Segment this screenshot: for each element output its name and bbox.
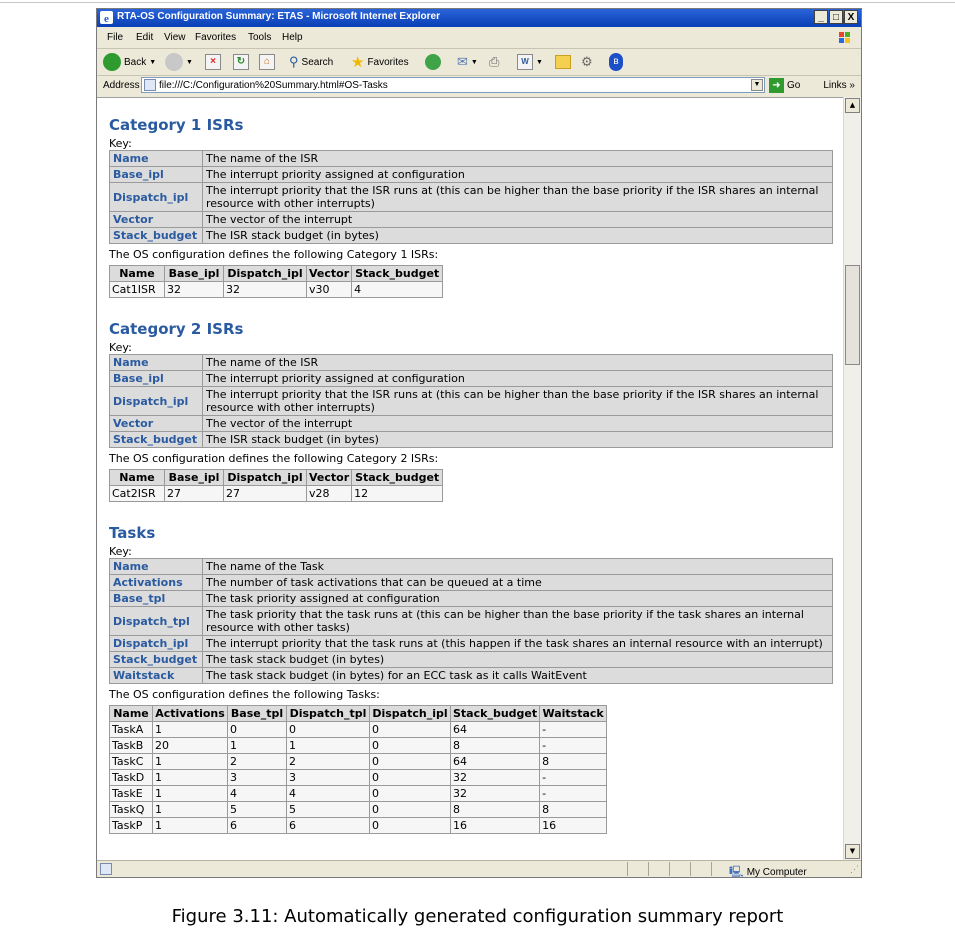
mail-button[interactable] (457, 53, 478, 71)
stop-button[interactable] (205, 53, 221, 71)
key-description: The interrupt priority that the ISR runs at (this can be higher than the base priority if the ISR shares an internal resource with other interrupts) (203, 183, 833, 212)
cat2-key-table (109, 354, 833, 448)
print-button[interactable] (489, 53, 499, 71)
key-term: Dispatch_ipl (110, 636, 203, 652)
menu-help[interactable]: Help (282, 32, 303, 43)
table-cell: TaskA (110, 722, 153, 738)
title-bar (97, 9, 861, 27)
key-description: The interrupt priority that the task runs at (this happen if the task shares an internal resource with an interrupt) (203, 636, 833, 652)
table-cell: 5 (287, 802, 370, 818)
table-cell: 20 (153, 738, 228, 754)
table-cell: 64 (451, 754, 540, 770)
key-term: Base_ipl (110, 167, 203, 183)
key-term: Name (110, 559, 203, 575)
table-cell: 27 (224, 486, 307, 502)
status-pane (627, 862, 648, 876)
page-content (97, 97, 843, 861)
key-description: The interrupt priority assigned at configuration (203, 371, 833, 387)
table-cell: 2 (228, 754, 287, 770)
table-cell: 0 (370, 786, 451, 802)
menu-edit[interactable]: Edit (136, 32, 154, 43)
folder-icon (555, 55, 571, 69)
edit-button[interactable] (517, 53, 543, 71)
favorites-button[interactable] (351, 53, 409, 71)
table-cell: v28 (307, 486, 352, 502)
key-row (110, 355, 833, 371)
star-icon: ★ (351, 54, 365, 71)
table-cell: - (540, 722, 607, 738)
toolbar (97, 49, 861, 76)
menu-bar (97, 28, 861, 49)
security-zone (729, 863, 807, 878)
favorites-label: Favorites (367, 56, 409, 68)
column-header: Activations (153, 706, 228, 722)
key-term: Name (110, 151, 203, 167)
menu-favorites[interactable]: Favorites (195, 32, 237, 43)
table-row (110, 722, 607, 738)
forward-button[interactable] (165, 53, 193, 71)
figure-caption: Figure 3.11: Automatically generated configuration summary report (171, 906, 784, 927)
key-row (110, 559, 833, 575)
key-description: The ISR stack budget (in bytes) (203, 228, 833, 244)
table-cell: 2 (287, 754, 370, 770)
zone-label: My Computer (746, 867, 807, 878)
table-row (110, 770, 607, 786)
key-row (110, 167, 833, 183)
table-cell: 8 (451, 802, 540, 818)
table-cell: 64 (451, 722, 540, 738)
print-icon: ⎙ (489, 54, 500, 69)
computer-icon: 🖳 (729, 866, 744, 878)
forward-dropdown-icon: ▼ (186, 58, 193, 66)
scroll-thumb[interactable] (845, 265, 860, 365)
cat1-title: Category 1 ISRs (109, 116, 244, 134)
stop-icon: × (205, 54, 221, 70)
refresh-icon: ↻ (233, 54, 249, 70)
column-header: Vector (307, 470, 352, 486)
table-cell: TaskB (110, 738, 153, 754)
back-button[interactable] (103, 53, 156, 71)
cat2-section (109, 320, 839, 502)
column-header: Name (110, 266, 165, 282)
address-bar (97, 76, 861, 96)
vertical-scrollbar[interactable] (843, 97, 861, 860)
history-button[interactable] (425, 53, 441, 71)
table-cell: - (540, 770, 607, 786)
folder-button[interactable] (555, 53, 571, 71)
table-cell: 0 (370, 738, 451, 754)
table-cell: 0 (370, 722, 451, 738)
key-description: The name of the ISR (203, 151, 833, 167)
status-pane (669, 862, 690, 876)
bluetooth-icon: ʙ (609, 53, 623, 71)
key-term: Activations (110, 575, 203, 591)
minimize-button[interactable]: _ (814, 10, 828, 24)
table-cell: 32 (224, 282, 307, 298)
column-header: Waitstack (540, 706, 607, 722)
table-cell: 0 (287, 722, 370, 738)
column-header: Dispatch_ipl (224, 470, 307, 486)
key-row (110, 591, 833, 607)
key-term: Stack_budget (110, 652, 203, 668)
table-cell: 0 (370, 770, 451, 786)
key-row (110, 212, 833, 228)
key-term: Vector (110, 416, 203, 432)
column-header: Base_ipl (165, 266, 224, 282)
table-cell: TaskD (110, 770, 153, 786)
key-term: Dispatch_tpl (110, 607, 203, 636)
table-cell: 12 (352, 486, 443, 502)
column-header: Base_tpl (228, 706, 287, 722)
table-row (110, 818, 607, 834)
maximize-button[interactable]: □ (829, 10, 843, 24)
menu-view[interactable]: View (164, 32, 186, 43)
table-cell: Cat1ISR (110, 282, 165, 298)
search-icon: ⚲ (289, 54, 299, 69)
table-cell: 3 (228, 770, 287, 786)
cat2-title: Category 2 ISRs (109, 320, 244, 338)
table-cell: 1 (153, 802, 228, 818)
ie-logo-icon (100, 11, 113, 24)
key-description: The ISR stack budget (in bytes) (203, 432, 833, 448)
column-header: Vector (307, 266, 352, 282)
key-term: Waitstack (110, 668, 203, 684)
key-description: The interrupt priority assigned at configuration (203, 167, 833, 183)
table-cell: 16 (540, 818, 607, 834)
scroll-up-icon[interactable]: ▲ (845, 98, 860, 113)
key-row (110, 575, 833, 591)
table-row (110, 802, 607, 818)
table-row (110, 754, 607, 770)
key-description: The task stack budget (in bytes) (203, 652, 833, 668)
table-cell: 0 (370, 802, 451, 818)
table-cell: 0 (228, 722, 287, 738)
page-top-rule (0, 2, 955, 3)
key-row (110, 607, 833, 636)
tasks-title: Tasks (109, 524, 156, 542)
table-cell: Cat2ISR (110, 486, 165, 502)
table-cell: 1 (287, 738, 370, 754)
column-header: Stack_budget (451, 706, 540, 722)
messenger-button[interactable] (581, 53, 593, 71)
table-cell: 1 (153, 754, 228, 770)
go-arrow-icon: ➜ (769, 78, 784, 93)
column-header: Stack_budget (352, 470, 443, 486)
table-cell: 8 (451, 738, 540, 754)
address-url: file:///C:/Configuration%20Summary.html#OS-Tasks (159, 80, 388, 91)
back-label: Back (124, 56, 147, 68)
key-row (110, 636, 833, 652)
status-pane (690, 862, 711, 876)
key-row (110, 387, 833, 416)
column-header: Dispatch_ipl (224, 266, 307, 282)
back-arrow-icon (103, 53, 121, 71)
go-label: Go (787, 80, 801, 91)
table-cell: TaskE (110, 786, 153, 802)
cat1-intro: The OS configuration defines the following Category 1 ISRs: (109, 248, 439, 261)
table-cell: 1 (228, 738, 287, 754)
key-term: Base_ipl (110, 371, 203, 387)
address-input[interactable] (141, 77, 765, 93)
table-cell: 32 (451, 786, 540, 802)
tasks-data-table (109, 705, 607, 834)
history-icon (425, 54, 441, 70)
table-cell: 1 (153, 770, 228, 786)
cat2-data-table (109, 469, 443, 502)
table-cell: 4 (352, 282, 443, 298)
cat1-key-table (109, 150, 833, 244)
table-cell: 0 (370, 818, 451, 834)
key-row (110, 183, 833, 212)
address-dropdown-icon[interactable]: ▼ (751, 79, 763, 91)
table-cell: 4 (287, 786, 370, 802)
table-cell: 6 (287, 818, 370, 834)
back-dropdown-icon: ▼ (149, 58, 157, 66)
column-header: Base_ipl (165, 470, 224, 486)
table-cell: 5 (228, 802, 287, 818)
table-cell: TaskP (110, 818, 153, 834)
table-cell: 4 (228, 786, 287, 802)
resize-grip-icon[interactable]: ⋰ (850, 864, 859, 874)
mail-dropdown-icon: ▼ (470, 58, 478, 66)
edit-dropdown-icon: ▼ (536, 58, 543, 66)
scroll-down-icon[interactable]: ▼ (845, 844, 860, 859)
key-description: The number of task activations that can be queued at a time (203, 575, 833, 591)
key-description: The name of the Task (203, 559, 833, 575)
header-row (110, 706, 607, 722)
column-header: Dispatch_tpl (287, 706, 370, 722)
table-cell: - (540, 786, 607, 802)
go-button[interactable] (769, 78, 800, 93)
mail-icon: ✉ (457, 54, 468, 69)
tasks-section (109, 524, 839, 834)
key-description: The vector of the interrupt (203, 212, 833, 228)
table-cell: 3 (287, 770, 370, 786)
table-cell: 27 (165, 486, 224, 502)
key-term: Dispatch_ipl (110, 183, 203, 212)
tasks-key-label: Key: (109, 545, 132, 558)
key-term: Dispatch_ipl (110, 387, 203, 416)
table-cell: 1 (153, 786, 228, 802)
key-description: The name of the ISR (203, 355, 833, 371)
browser-window (96, 8, 862, 878)
table-cell: 8 (540, 802, 607, 818)
key-term: Name (110, 355, 203, 371)
table-cell: 0 (370, 754, 451, 770)
table-cell: 32 (451, 770, 540, 786)
messenger-icon: ⚙ (581, 54, 593, 69)
key-description: The task priority that the task runs at (this can be higher than the base priority if the task shares an internal resource with other tasks) (203, 607, 833, 636)
cat1-key-label: Key: (109, 137, 132, 150)
key-row (110, 371, 833, 387)
key-row (110, 416, 833, 432)
links-button[interactable]: Links » (823, 80, 855, 91)
page-status-icon (100, 863, 112, 875)
tasks-key-table (109, 558, 833, 684)
key-description: The vector of the interrupt (203, 416, 833, 432)
tasks-intro: The OS configuration defines the following Tasks: (109, 688, 380, 701)
table-row (110, 282, 443, 298)
key-term: Base_tpl (110, 591, 203, 607)
column-header: Name (110, 706, 153, 722)
column-header: Name (110, 470, 165, 486)
menu-tools[interactable]: Tools (248, 32, 272, 43)
key-term: Stack_budget (110, 432, 203, 448)
table-cell: 8 (540, 754, 607, 770)
word-icon: W (517, 54, 533, 70)
page-icon (144, 79, 156, 91)
table-cell: 32 (165, 282, 224, 298)
table-cell: 1 (153, 722, 228, 738)
table-cell: TaskQ (110, 802, 153, 818)
column-header: Dispatch_ipl (370, 706, 451, 722)
forward-arrow-icon (165, 53, 183, 71)
table-cell: TaskC (110, 754, 153, 770)
header-row (110, 266, 443, 282)
status-pane (648, 862, 669, 876)
key-description: The task stack budget (in bytes) for an ECC task as it calls WaitEvent (203, 668, 833, 684)
header-row (110, 470, 443, 486)
key-row (110, 228, 833, 244)
search-button[interactable] (289, 53, 333, 71)
close-button[interactable]: X (844, 10, 858, 24)
table-cell: v30 (307, 282, 352, 298)
home-icon: ⌂ (259, 54, 275, 70)
status-bar (97, 860, 861, 878)
key-row (110, 668, 833, 684)
search-label: Search (301, 56, 334, 68)
key-term: Stack_budget (110, 228, 203, 244)
column-header: Stack_budget (352, 266, 443, 282)
table-cell: - (540, 738, 607, 754)
table-cell: 6 (228, 818, 287, 834)
table-row (110, 738, 607, 754)
address-label: Address (103, 80, 140, 91)
key-term: Vector (110, 212, 203, 228)
cat2-key-label: Key: (109, 341, 132, 354)
key-row (110, 652, 833, 668)
table-cell: 16 (451, 818, 540, 834)
table-row (110, 486, 443, 502)
bluetooth-button[interactable] (609, 53, 623, 71)
home-button[interactable] (259, 53, 275, 71)
refresh-button[interactable] (233, 53, 249, 71)
key-description: The interrupt priority that the ISR runs at (this can be higher than the base priority if the ISR shares an internal resource with other interrupts) (203, 387, 833, 416)
key-description: The task priority assigned at configuration (203, 591, 833, 607)
table-row (110, 786, 607, 802)
cat2-intro: The OS configuration defines the following Category 2 ISRs: (109, 452, 439, 465)
table-cell: 1 (153, 818, 228, 834)
cat1-data-table (109, 265, 443, 298)
cat1-section (109, 116, 839, 298)
menu-file[interactable]: File (107, 32, 124, 43)
svg-text:e: e (104, 13, 109, 24)
window-title: RTA-OS Configuration Summary: ETAS - Microsoft Internet Explorer (117, 11, 440, 22)
key-row (110, 151, 833, 167)
windows-flag-icon (837, 30, 853, 46)
key-row (110, 432, 833, 448)
